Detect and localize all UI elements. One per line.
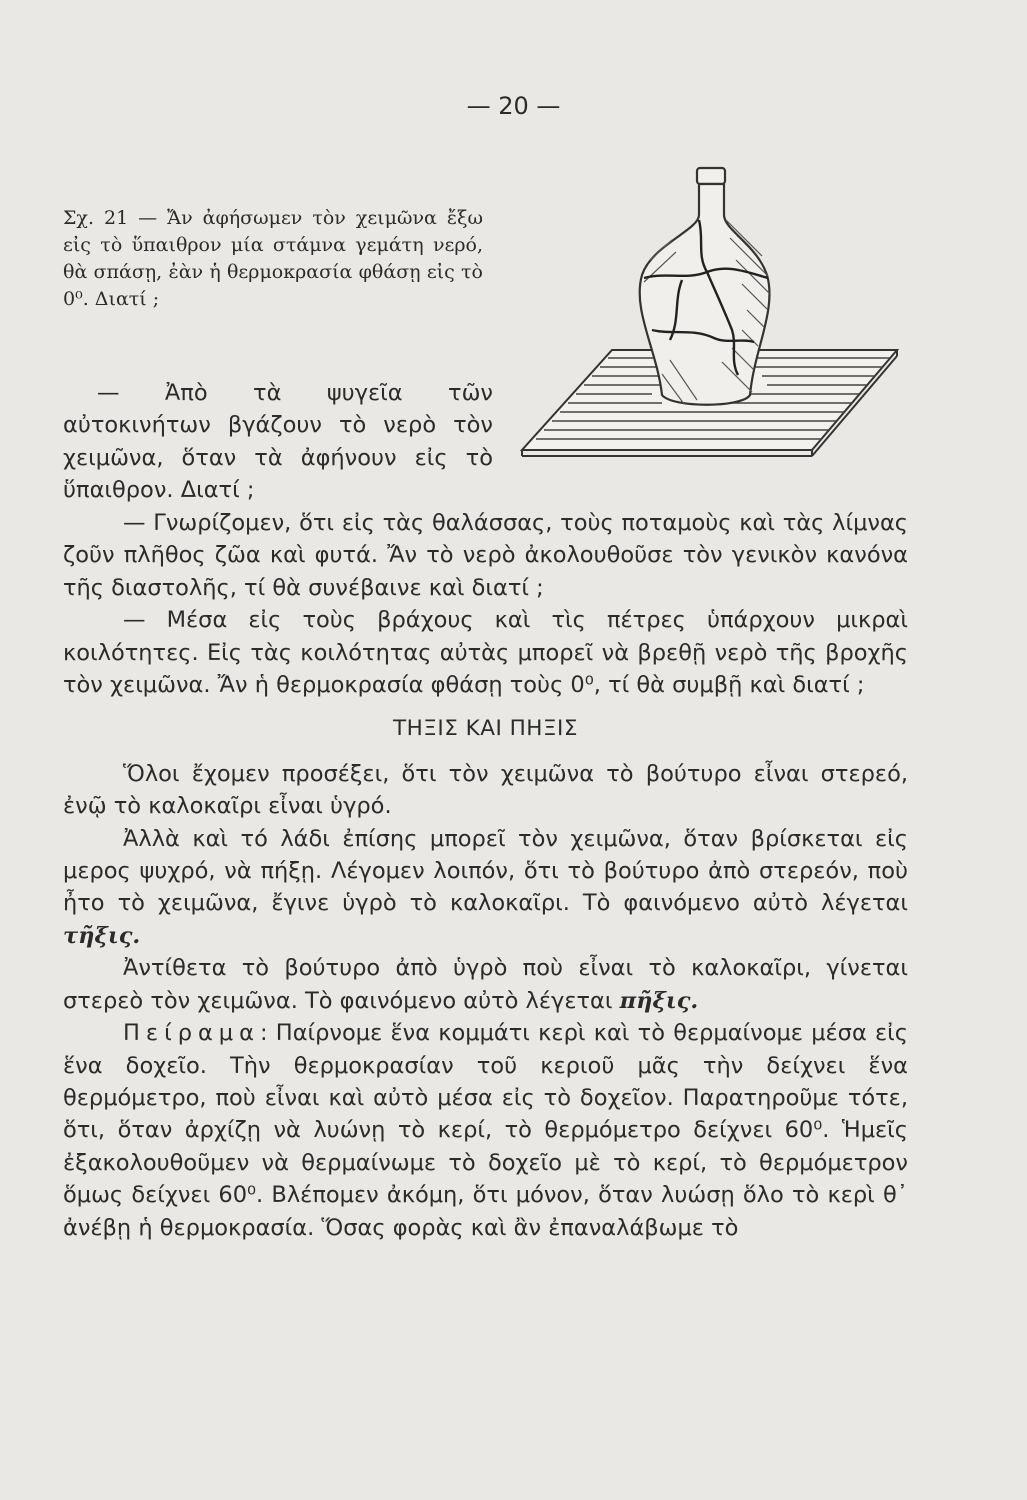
question-1-text: — Ἀπὸ τὰ ψυγεῖα τῶν αὐτοκινήτων βγάζουν τὸ νερὸ τὸν χειμῶνα, ὅταν τὰ ἀφήνουν εἰς τὸ ὕπαιθρον. Διατί ; <box>63 380 493 504</box>
experiment-label: Πείραμα <box>123 1020 260 1047</box>
term-melting: τῆξις. <box>63 922 141 949</box>
broken-jug-illustration <box>492 160 907 460</box>
page-number: — 20 — <box>466 92 561 120</box>
main-text <box>63 507 908 1244</box>
question-1 <box>63 377 493 507</box>
term-freezing: πῆξις. <box>619 987 699 1014</box>
figure-caption: Σχ. 21 — Ἄν ἀφήσωμεν τὸν χειμῶνα ἔξω εἰς τὸ ὕπαιθρον μία στάμνα γεμάτη νερό, θὰ σπάσῃ, ἐὰν ἡ θερμοκρασία φθάσῃ εἰς τὸ 0⁰. Διατί ; <box>63 207 483 310</box>
jug <box>640 168 770 405</box>
paragraph-4 <box>63 1017 908 1244</box>
paragraph-4-text: : Παίρνομε ἕνα κομμάτι κερὶ καὶ τὸ θερμαίνομε μέσα εἰς ἕνα δοχεῖο. Τὴν θερμοκρασίαν τοῦ κεριοῦ μᾶς τὴν δείχνει ἕνα θερμόμετρο, ποὺ εἶναι καὶ αὐτὸ μέσα εἰς τὸ δοχεῖον. Παρατηροῦμε τότε, ὅτι, ὅταν ἀρχίζῃ νὰ λυώνῃ τὸ κερί, τὸ θερμόμετρο δείχνει 60⁰. Ἡμεῖς ἐξακολουθοῦμεν νὰ θερμαίνωμε τὸ δοχεῖο μὲ τὸ κερί, τὸ θερμόμετρον ὅμως δείχνει 60⁰. Βλέπομεν ἀκόμη, ὅτι μόνον, ὅταν λυώσῃ ὅλο τὸ κερὶ θ᾽ ἀνέβῃ ἡ θερμοκρασία. Ὅσας φορὰς καὶ ἂν ἐπαναλάβωμε τὸ <box>63 1020 908 1241</box>
question-2: — Γνωρίζομεν, ὅτι εἰς τὰς θαλάσσας, τοὺς ποταμοὺς καὶ τὰς λίμνας ζοῦν πλῆθος ζῶα καὶ φυτά. Ἄν τὸ νερὸ ἀκολουθοῦσε τὸν γενικὸν κανόνα τῆς διαστολῆς, τί θὰ συνέβαινε καὶ διατί ; <box>63 510 908 601</box>
paragraph-2 <box>63 823 908 953</box>
paragraph-1: Ὅλοι ἔχομεν προσέξει, ὅτι τὸν χειμῶνα τὸ βούτυρο εἶναι στερεό, ἐνῷ τὸ καλοκαῖρι εἶναι ὑγρό. <box>63 760 908 820</box>
question-3: — Μέσα εἰς τοὺς βράχους καὶ τὶς πέτρες ὑπάρχουν μικραὶ κοιλότητες. Εἰς τὰς κοιλότητας αὐτὰς μπορεῖ νὰ βρεθῇ νερὸ τῆς βροχῆς τὸν χειμῶνα. Ἄν ἡ θερμοκρασία φθάσῃ τοὺς 0⁰, τί θὰ συμβῇ καὶ διατί ; <box>63 607 908 699</box>
section-heading: ΤΗΞΙΣ ΚΑΙ ΠΗΞΙΣ <box>393 716 578 742</box>
paragraph-3 <box>63 952 908 1017</box>
paragraph-3-text: Ἀντίθετα τὸ βούτυρο ἀπὸ ὑγρὸ ποὺ εἶναι τὸ καλοκαῖρι, γίνεται στερεὸ τὸν χειμῶνα. Τὸ φαινόμενο αὐτὸ λέγεται <box>63 955 908 1014</box>
paragraph-2-text: Ἀλλὰ καὶ τό λάδι ἐπίσης μπορεῖ τὸν χειμῶνα, ὅταν βρίσκεται εἰς μερος ψυχρό, νὰ πήξῃ. Λέγομεν λοιπόν, ὅτι τὸ βούτυρο ἀπὸ στερεόν, ποὺ ἦτο τὸ χειμῶνα, ἔγινε ὑγρὸ τὸ καλοκαῖρι. Τὸ φαινόμενο αὐτὸ λέγεται <box>63 825 908 917</box>
